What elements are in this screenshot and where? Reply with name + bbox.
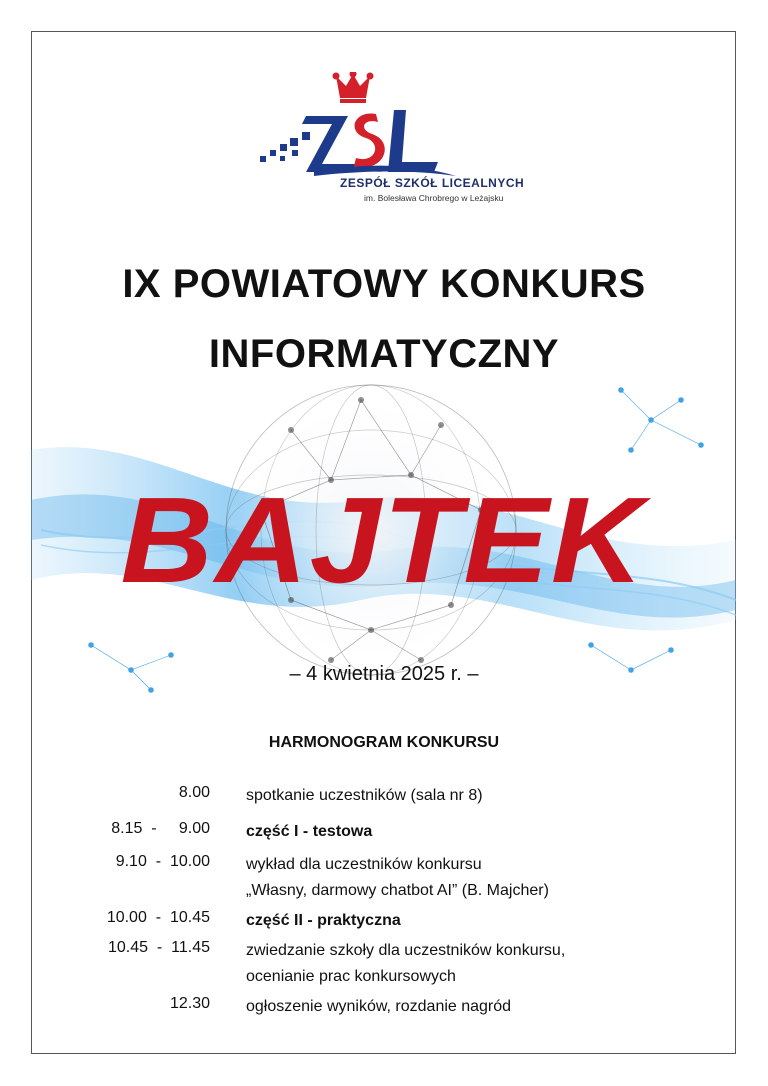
pixel-decoration (260, 132, 310, 162)
schedule-time: 10.00 - 10.45 (106, 909, 210, 926)
schedule-time: 12.30 (169, 995, 210, 1012)
schedule-time: 9.10 - 10.00 (115, 853, 210, 870)
schedule-time: 10.45 - 11.45 (108, 939, 210, 956)
title-line-2: INFORMATYCZNY (208, 332, 560, 376)
schedule-description (246, 939, 716, 989)
schedule-line: część I - testowa (246, 823, 373, 840)
schedule-line: spotkanie uczestników (sala nr 8) (246, 787, 483, 804)
schedule-description (246, 909, 716, 933)
schedule-time: 8.15 - 9.00 (111, 820, 210, 837)
title-line-1: IX POWIATOWY KONKURS (122, 262, 646, 306)
schedule-time: 8.00 (178, 784, 210, 801)
zsl-emblem (256, 72, 546, 176)
crown-icon (333, 72, 374, 103)
school-name: ZESPÓŁ SZKÓŁ LICEALNYCH (340, 176, 525, 190)
schedule-line: ocenianie prac konkursowych (246, 968, 456, 985)
schedule-heading: HARMONOGRAM KONKURSU (268, 734, 500, 751)
schedule-line: zwiedzanie szkoły dla uczestników konkursu, (246, 942, 566, 959)
schedule-description (246, 995, 716, 1019)
schedule-description (246, 820, 716, 844)
schedule-line: część II - praktyczna (246, 912, 401, 929)
schedule-line: „Własny, darmowy chatbot AI” (B. Majcher) (246, 882, 549, 899)
event-date: – 4 kwietnia 2025 r. – (289, 663, 479, 685)
schedule-description (246, 853, 716, 903)
school-logo (256, 72, 546, 212)
schedule-line: ogłoszenie wyników, rozdanie nagród (246, 998, 512, 1015)
school-subtitle: im. Bolesława Chrobrego w Leżajsku (364, 193, 504, 203)
bajtek-wordmark: BAJTEK (120, 472, 652, 608)
schedule-line: wykład dla uczestników konkursu (246, 856, 482, 873)
schedule-description (246, 784, 716, 808)
